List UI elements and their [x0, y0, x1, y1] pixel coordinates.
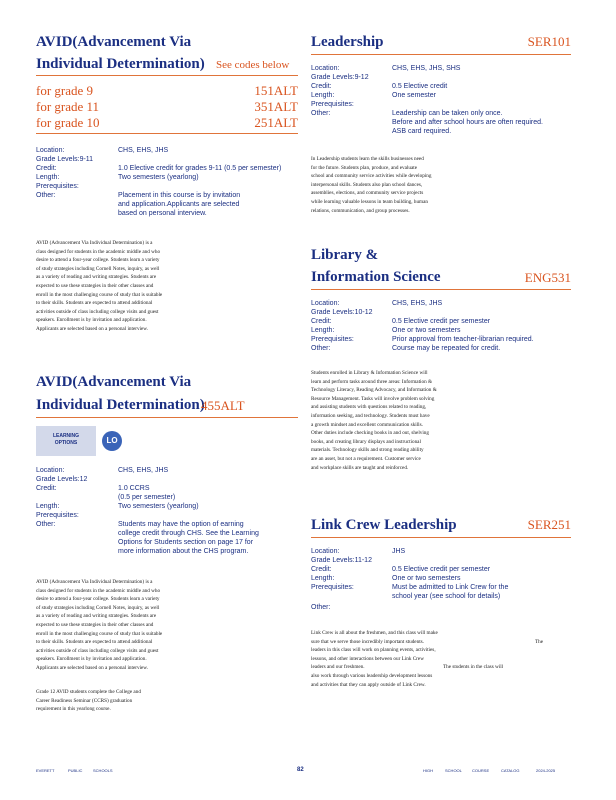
grade-levels: Grade Levels:9-11 — [36, 156, 94, 163]
course-description — [311, 369, 571, 472]
prerequisites-value: school year (see school for details) — [392, 593, 501, 600]
other-line: Before and after school hours are often required. — [392, 119, 543, 126]
section-divider — [311, 289, 571, 290]
footer-divider — [36, 761, 571, 762]
description-line: and workplace skills are taught and reinforced. — [311, 464, 409, 471]
footer-schools: SCHOOLS — [93, 768, 113, 773]
description-line: expected to use these strategies in their other classes and — [36, 621, 154, 628]
description-inline: The — [535, 638, 544, 645]
section-title-line1: AVID(Advancement Via — [36, 34, 192, 50]
course-details — [36, 466, 298, 556]
length-label: Length: — [311, 327, 335, 334]
footer-everett: EVERETT — [36, 768, 55, 773]
length-value: One or two semesters — [392, 327, 461, 334]
location-label: Location: — [311, 65, 340, 72]
description-line: and assisting students with questions related to reading, — [311, 404, 427, 411]
description-line: desire to attend a four-year college. Students learn a variety — [36, 596, 160, 603]
length-value: Two semesters (yearlong) — [118, 503, 199, 510]
description-line: expected to use these strategies in their other classes and — [36, 282, 154, 289]
description-line: Resource Management. Tasks will involve problem solving — [311, 395, 435, 402]
credit-value: 1.0 CCRS — [118, 485, 150, 492]
description-line: sure that we serve those incredibly important students. — [311, 638, 424, 645]
grade-levels: Grade Levels:11-12 — [311, 557, 372, 564]
description-line-wrap — [311, 663, 571, 672]
other-line: Options for Students section on page 17 for — [118, 539, 254, 546]
description-line: to their skills. Students are expected to attend additional — [36, 639, 153, 646]
course-code: SER101 — [527, 34, 571, 49]
length-label: Length: — [36, 174, 60, 181]
other-line: Leadership can be taken only once. — [392, 110, 503, 117]
footer-high: HIGH — [423, 768, 433, 773]
prerequisites-label: Prerequisites: — [311, 101, 354, 108]
section-divider — [36, 133, 298, 134]
description-line: learn and perform tasks around three areas: Information & — [311, 378, 432, 385]
section-title: Leadership — [311, 34, 384, 50]
prerequisites-label: Prerequisites: — [36, 183, 79, 190]
description-line-wrap — [311, 638, 571, 647]
course-details — [311, 64, 571, 136]
description-line: also work through various leadership development lessons — [311, 672, 433, 679]
course-code: 251ALT — [254, 115, 298, 130]
location-value: CHS, EHS, JHS — [392, 300, 443, 307]
description-line: a growth mindset and excellent communication skills. — [311, 421, 423, 428]
grade-levels: Grade Levels:9-12 — [311, 74, 369, 81]
footer-school: SCHOOL — [445, 768, 462, 773]
description-line: and activities that they can apply outside of Link Crew. — [311, 681, 426, 688]
credit-value: (0.5 per semester) — [118, 494, 176, 501]
other-label: Other: — [311, 110, 331, 117]
footer-catalog: CATALOG — [501, 768, 520, 773]
description-line: interpersonal skills. Students also plan school dances, — [311, 181, 423, 188]
description-line: of study strategies including Cornell Notes, inquiry, as well — [36, 265, 160, 272]
description-line: activities outside of class including college visits and guest — [36, 308, 159, 315]
page-footer — [36, 768, 571, 776]
grade-label: for grade 9 — [36, 83, 94, 98]
grade-code-row — [36, 115, 298, 131]
section-divider — [36, 417, 298, 418]
length-label: Length: — [311, 92, 335, 99]
section-title: Link Crew Leadership — [311, 517, 457, 533]
section-divider — [311, 54, 571, 55]
grade-code-row — [36, 83, 298, 99]
section-divider — [311, 537, 571, 538]
course-description — [311, 155, 571, 215]
course-description — [311, 629, 571, 689]
length-value: Two semesters (yearlong) — [118, 174, 199, 181]
prerequisites-label: Prerequisites: — [311, 584, 354, 591]
description-line: enroll in the most challenging course of study that is suitable — [36, 291, 163, 298]
description-line: leaders in this class will work on planning events, activities, — [311, 647, 436, 654]
description-line: school and community service activities while developing — [311, 173, 432, 180]
grade-levels: Grade Levels:10-12 — [311, 309, 373, 316]
description-line: Link Crew is all about the freshmen, and this class will make — [311, 630, 438, 636]
course-details — [311, 547, 571, 612]
prerequisites-label: Prerequisites: — [36, 512, 79, 519]
description-line: Applicants are selected based on a personal interview. — [36, 664, 149, 671]
learning-options-line1: LEARNING — [52, 433, 80, 439]
location-label: Location: — [36, 147, 65, 154]
description-line: Other duties include checking books in and out, shelving — [311, 430, 429, 437]
description-line: while learning valuable lessons in team building, human — [311, 198, 428, 205]
other-label: Other: — [36, 521, 56, 528]
other-line: college credit through CHS. See the Learning — [118, 530, 259, 537]
other-line: and application.Applicants are selected — [118, 201, 240, 208]
description-line: requirement in this yearlong course. — [36, 706, 111, 713]
description-line: Career Readiness Seminar (CCRS) graduation — [36, 697, 133, 704]
course-description — [36, 578, 298, 673]
prerequisites-value: Prior approval from teacher-librarian required. — [392, 336, 534, 343]
location-value: CHS, EHS, JHS, SHS — [392, 65, 461, 72]
credit-label: Credit: — [36, 485, 57, 492]
course-code: 151ALT — [254, 83, 298, 98]
description-line: materials. Technology skills and strong reading ability — [311, 447, 424, 454]
description-line: of study strategies including Cornell Notes, inquiry, as well — [36, 604, 160, 611]
location-value: CHS, EHS, JHS — [118, 467, 169, 474]
course-code: 455ALT — [201, 398, 245, 413]
grade-label: for grade 10 — [36, 115, 100, 130]
description-line: as a variety of reading and writing strategies. Students are — [36, 613, 157, 620]
other-label: Other: — [36, 192, 56, 199]
description-line: assemblies, elections, and community service projects — [311, 190, 424, 197]
section-title-line2: Information Science — [311, 269, 441, 285]
prerequisites-value: Must be admitted to Link Crew for the — [392, 584, 509, 591]
learning-options-line2: OPTIONS — [54, 440, 78, 446]
description-line: AVID (Advancement Via Individual Determination) is a — [36, 579, 153, 585]
section-divider — [36, 75, 298, 76]
other-value: Course may be repeated for credit. — [392, 345, 501, 352]
course-description-extra — [36, 688, 298, 714]
footer-year: 2024-2025 — [536, 768, 556, 773]
credit-value: 1.0 Elective credit for grades 9-11 (0.5 per semester) — [118, 165, 282, 172]
length-label: Length: — [311, 575, 335, 582]
grade-label: for grade 11 — [36, 99, 100, 114]
location-value: JHS — [392, 548, 406, 555]
length-value: One or two semesters — [392, 575, 461, 582]
description-line: for the future. Students plan, produce, and evaluate — [311, 164, 418, 171]
description-line: books, and creating library displays and instructional — [311, 438, 421, 445]
description-line: enroll in the most challenging course of study that is suitable — [36, 630, 163, 637]
description-line: as a variety of reading and writing strategies. Students are — [36, 274, 157, 281]
credit-label: Credit: — [311, 318, 332, 325]
course-description — [36, 239, 298, 334]
other-label: Other: — [311, 604, 331, 611]
course-details — [311, 299, 571, 353]
description-line: are an asset, but not a requirement. Customer service — [311, 455, 421, 462]
course-code: SER251 — [527, 517, 571, 532]
page-number: 82 — [297, 767, 304, 773]
course-code: 351ALT — [254, 99, 298, 114]
footer-public: PUBLIC — [68, 768, 83, 773]
description-line: lessons, and other interactions between our Link Crew — [311, 655, 424, 662]
credit-value: 0.5 Elective credit per semester — [392, 566, 491, 573]
other-label: Other: — [311, 345, 331, 352]
description-line: In Leadership students learn the skills businesses need — [311, 156, 424, 162]
section-title-line1: AVID(Advancement Via — [36, 374, 192, 390]
description-line: AVID (Advancement Via Individual Determination) is a — [36, 240, 153, 246]
description-line: Technology Literacy, Reading Advocacy, and Information & — [311, 387, 437, 394]
section-title-line1: Library & — [311, 247, 379, 263]
description-inline: The students in the class will — [443, 664, 504, 671]
length-label: Length: — [36, 503, 60, 510]
other-line: more information about the CHS program. — [118, 548, 249, 555]
other-line: Placement in this course is by invitation — [118, 192, 241, 199]
course-details — [36, 146, 298, 218]
location-label: Location: — [311, 300, 340, 307]
footer-course: COURSE — [472, 768, 490, 773]
location-label: Location: — [311, 548, 340, 555]
description-line: speakers. Enrollment is by invitation and application. — [36, 656, 147, 663]
other-line: based on personal interview. — [118, 210, 207, 217]
description-line: relations, communication, and group processes. — [311, 207, 410, 214]
learning-options-badge — [36, 426, 96, 456]
other-line: Students may have the option of earning — [118, 521, 244, 528]
credit-label: Credit: — [311, 83, 332, 90]
section-title-line2: Individual Determination) — [36, 56, 205, 72]
other-line: ASB card required. — [392, 128, 452, 135]
section-title-line2: Individual Determination) — [36, 397, 205, 413]
credit-label: Credit: — [36, 165, 57, 172]
prerequisites-label: Prerequisites: — [311, 336, 354, 343]
description-line: Students enrolled in Library & Information Science will — [311, 370, 428, 376]
description-line: Grade 12 AVID students complete the College and — [36, 689, 141, 695]
description-line: to their skills. Students are expected to attend additional — [36, 300, 153, 307]
description-line: speakers. Enrollment is by invitation and application. — [36, 317, 147, 324]
description-line: leaders and our freshmen. — [311, 664, 365, 671]
description-line: class designed for students in the academic middle and who — [36, 248, 161, 255]
grade-code-row — [36, 99, 298, 115]
description-line: desire to attend a four-year college. Students learn a variety — [36, 257, 160, 264]
description-line: information seeking, and technology. Students must have — [311, 412, 430, 419]
description-line: activities outside of class including college visits and guest — [36, 647, 159, 654]
see-codes-note: See codes below — [216, 59, 290, 71]
grade-levels: Grade Levels:12 — [36, 476, 88, 483]
location-label: Location: — [36, 467, 65, 474]
credit-value: 0.5 Elective credit — [392, 83, 448, 90]
credit-label: Credit: — [311, 566, 332, 573]
location-value: CHS, EHS, JHS — [118, 147, 169, 154]
length-value: One semester — [392, 92, 436, 99]
credit-value: 0.5 Elective credit per semester — [392, 318, 491, 325]
course-code: ENG531 — [524, 270, 571, 285]
description-line: Applicants are selected based on a personal interview. — [36, 325, 149, 332]
learning-options-icon: LO — [102, 431, 122, 451]
description-line: class designed for students in the academic middle and who — [36, 587, 161, 594]
